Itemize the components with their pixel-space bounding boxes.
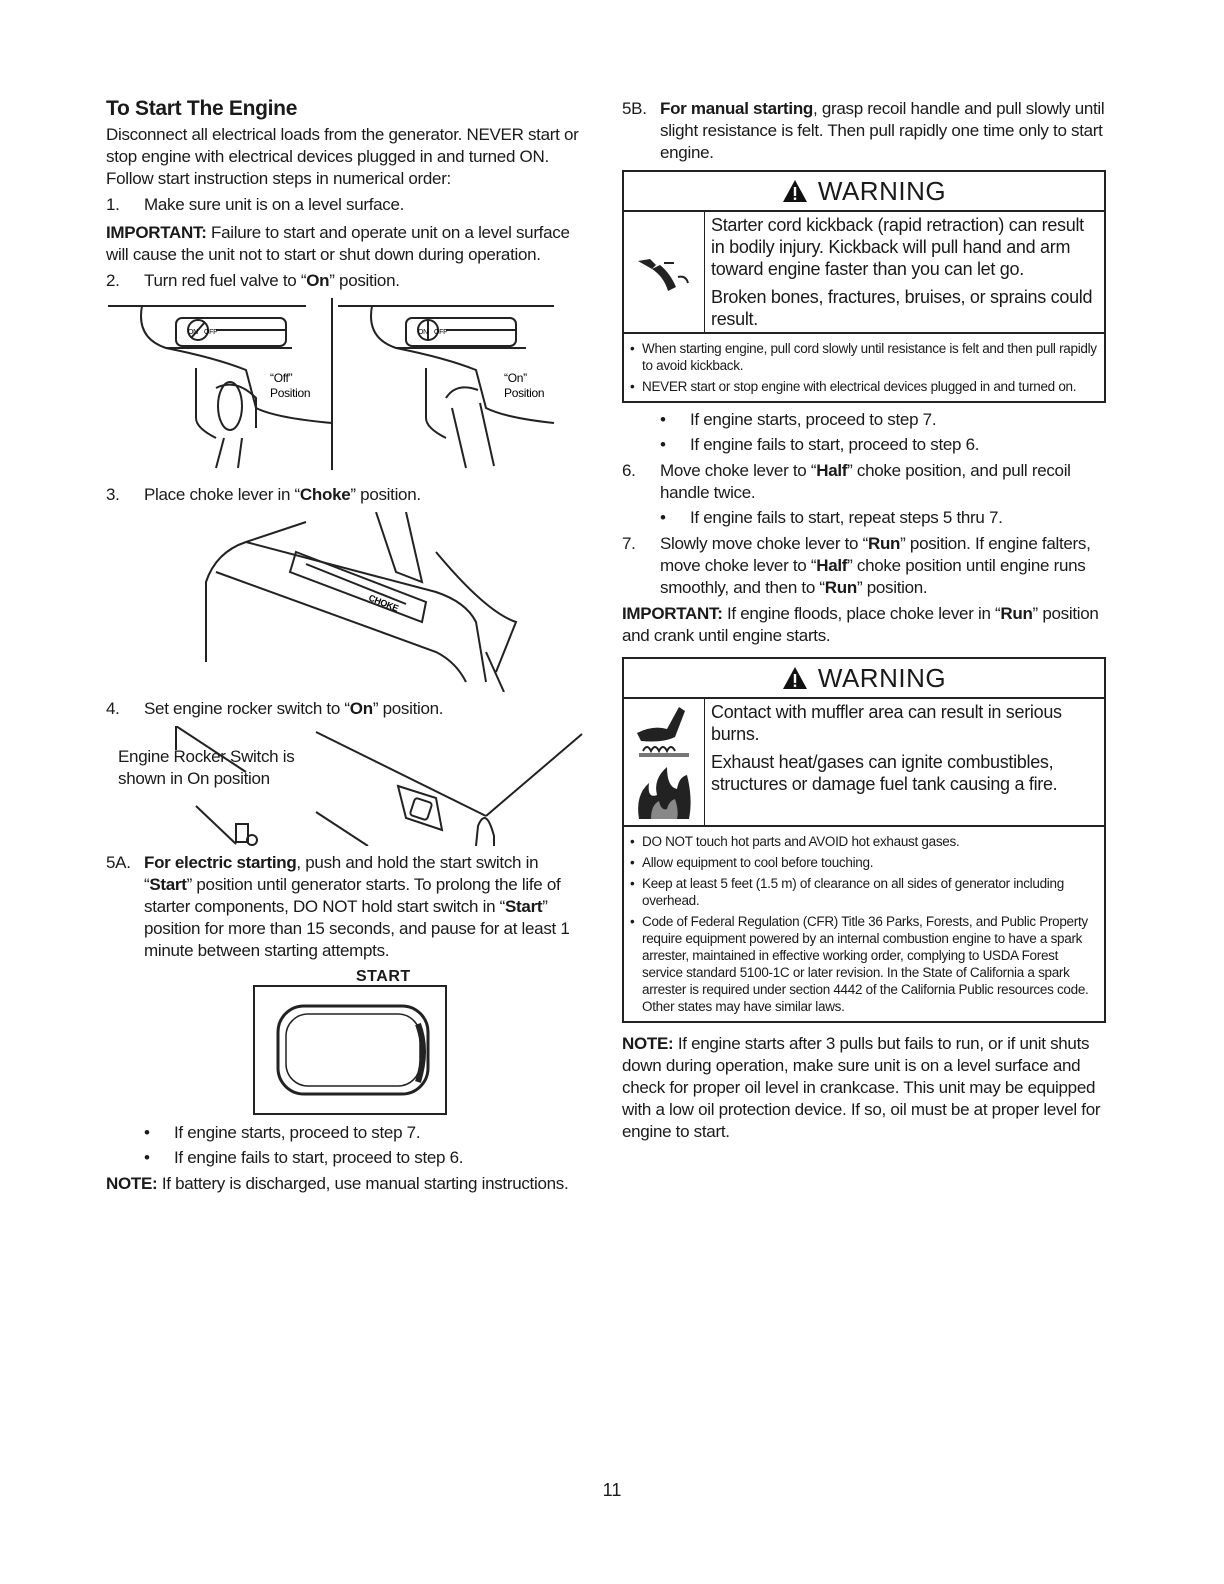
important-text: Failure to start and operate unit on a level surface will cause the unit not to start or shut down during operation. bbox=[106, 223, 570, 264]
warning-paragraph: Contact with muffler area can result in serious burns. bbox=[711, 702, 1062, 744]
step-5a bbox=[106, 852, 586, 962]
bullet-dot: • bbox=[660, 435, 666, 454]
step-3 bbox=[106, 484, 586, 506]
right-column bbox=[622, 98, 1106, 1143]
important-note-2 bbox=[622, 603, 1106, 647]
emphasis: On bbox=[306, 271, 330, 290]
warning-paragraph: Exhaust heat/gases can ignite combustibles, structures or damage fuel tank causing a fire. bbox=[711, 752, 1058, 794]
start-switch-illustration bbox=[106, 966, 586, 1116]
step-number: 4. bbox=[106, 699, 120, 718]
text: Slowly move choke lever to “ bbox=[660, 534, 868, 553]
warning-title: WARNING bbox=[817, 176, 947, 206]
emphasis: On bbox=[349, 699, 373, 718]
bullet-text: If engine starts, proceed to step 7. bbox=[690, 410, 937, 429]
step-number: 3. bbox=[106, 485, 120, 504]
important-label: IMPORTANT: bbox=[106, 223, 207, 242]
fuel-valve-illustration bbox=[106, 298, 586, 478]
warning-list-item bbox=[630, 378, 1098, 395]
off-position-label: Position bbox=[270, 386, 311, 400]
warning-list bbox=[624, 334, 1104, 401]
step-text bbox=[144, 852, 586, 962]
bullet-dot: • bbox=[630, 341, 635, 356]
on-label: “On” bbox=[504, 371, 527, 385]
page-number: 11 bbox=[602, 1480, 622, 1500]
note-paragraph bbox=[106, 1173, 586, 1195]
choke-figure bbox=[106, 512, 586, 692]
bullet-dot: • bbox=[630, 379, 635, 394]
bullet-dot: • bbox=[630, 834, 635, 849]
bullet-item bbox=[660, 507, 1106, 529]
emphasis: Start bbox=[149, 875, 187, 894]
warning-item-text: Keep at least 5 feet (1.5 m) of clearance on all sides of generator including overhead. bbox=[642, 876, 1064, 908]
text: ” choke position until engine runs smoothly, and then to “ bbox=[660, 556, 1086, 597]
emphasis: Half bbox=[816, 461, 848, 480]
bullet-text: If engine starts, proceed to step 7. bbox=[174, 1123, 421, 1142]
step-7 bbox=[622, 533, 1106, 599]
bullet-item bbox=[144, 1122, 586, 1144]
note-paragraph bbox=[622, 1033, 1106, 1143]
choke-illustration bbox=[106, 512, 586, 692]
fuel-valve-figure bbox=[106, 298, 586, 478]
bullet-dot: • bbox=[630, 914, 635, 929]
emphasis: For electric starting bbox=[144, 853, 297, 872]
step-number: 5B. bbox=[622, 99, 647, 118]
note-text: If battery is discharged, use manual starting instructions. bbox=[161, 1174, 569, 1193]
important-note-1 bbox=[106, 222, 586, 266]
note-label: NOTE: bbox=[106, 1174, 158, 1193]
bullet-item bbox=[660, 434, 1106, 456]
step-5b bbox=[622, 98, 1106, 164]
warning-title: WARNING bbox=[817, 663, 947, 693]
text: ” position. If engine falters, move choke lever to “ bbox=[660, 534, 1091, 575]
kickback-warning-box bbox=[622, 170, 1106, 403]
text: ” position for more than 15 seconds, and pause for at least 1 minute between starting attempts. bbox=[144, 897, 570, 960]
bullet-item bbox=[660, 409, 1106, 431]
bullet-text: If engine fails to start, repeat steps 5 thru 7. bbox=[690, 508, 1003, 527]
bullet-dot: • bbox=[630, 876, 635, 891]
text: ” position. bbox=[350, 485, 421, 504]
warning-list-item bbox=[630, 875, 1098, 909]
note-text: If engine starts after 3 pulls but fails to run, or if unit shuts down during operation, make sure unit is on a level surface and check for proper oil level in crankcase. This unit may be equipped with a low oil protection device. If so, oil must be at proper level for engine to start. bbox=[622, 1034, 1101, 1141]
step-2 bbox=[106, 270, 586, 292]
rocker-switch-illustration bbox=[106, 726, 586, 846]
warning-text bbox=[705, 212, 1104, 332]
off-label: “Off” bbox=[270, 371, 293, 385]
heat-fire-hazard-icons bbox=[624, 699, 705, 825]
warning-triangle-icon bbox=[782, 179, 808, 203]
emphasis: Run bbox=[867, 534, 901, 553]
bullet-dot: • bbox=[630, 855, 635, 870]
text: Move choke lever to “ bbox=[660, 461, 817, 480]
warning-list-item bbox=[630, 340, 1098, 374]
text: Turn red fuel valve to “ bbox=[144, 271, 307, 290]
text: ” position and crank until engine starts. bbox=[622, 604, 1099, 645]
step-4 bbox=[106, 698, 586, 720]
fire-icon bbox=[633, 765, 695, 821]
warning-paragraph: Broken bones, fractures, bruises, or sprains could result. bbox=[711, 287, 1093, 329]
emphasis: Run bbox=[1000, 604, 1033, 623]
dial-on-label: ON bbox=[188, 329, 198, 336]
warning-header bbox=[624, 172, 1104, 212]
step-text bbox=[144, 270, 586, 292]
step-number: 5A. bbox=[106, 853, 131, 872]
emphasis: Half bbox=[816, 556, 848, 575]
rocker-switch-figure bbox=[106, 726, 586, 846]
emphasis: Choke bbox=[299, 485, 351, 504]
choke-label: CHOKE bbox=[367, 592, 400, 614]
text: ” position. bbox=[372, 699, 444, 718]
warning-item-text: NEVER start or stop engine with electrical devices plugged in and turned on. bbox=[642, 379, 1077, 394]
text: Place choke lever in “ bbox=[144, 485, 300, 504]
step-1 bbox=[106, 194, 586, 216]
step-text bbox=[660, 460, 1106, 504]
important-label: IMPORTANT: bbox=[622, 604, 723, 623]
text: ” choke position, and pull recoil handle twice. bbox=[660, 461, 1071, 502]
caption-line: shown in On position bbox=[118, 769, 270, 788]
warning-list-item bbox=[630, 854, 1098, 871]
warning-list-item bbox=[630, 913, 1098, 1015]
hot-surface-icon bbox=[633, 703, 695, 759]
text: Set engine rocker switch to “ bbox=[144, 699, 350, 718]
bullet-text: If engine fails to start, proceed to step 6. bbox=[174, 1148, 464, 1167]
warning-item-text: Code of Federal Regulation (CFR) Title 36 Parks, Forests, and Public Property require equipment powered by an internal combustion engine to have a spark arrester, maintained in effective working order, complying to USDA Forest service standard 5100-1C or later revision. In the State of California a spark arrester is required under section 4442 of the California Public resources code. Other states may have similar laws. bbox=[642, 914, 1089, 1014]
bullet-text: If engine fails to start, proceed to step 6. bbox=[690, 435, 980, 454]
warning-triangle-icon bbox=[782, 666, 808, 690]
bullet-dot: • bbox=[144, 1123, 150, 1142]
bullet-dot: • bbox=[660, 410, 666, 429]
bullet-item bbox=[144, 1147, 586, 1169]
text: ” position. bbox=[329, 271, 400, 290]
emphasis: For manual starting bbox=[660, 99, 813, 118]
left-column bbox=[106, 98, 586, 1195]
warning-item-text: When starting engine, pull cord slowly until resistance is felt and then pull rapidly to avoid kickback. bbox=[642, 341, 1097, 373]
dial-on-label: ON bbox=[418, 329, 428, 336]
intro-paragraph: Disconnect all electrical loads from the generator. NEVER start or stop engine with electrical devices plugged in and turned ON. Follow start instruction steps in numerical order: bbox=[106, 125, 579, 188]
note-label: NOTE: bbox=[622, 1034, 674, 1053]
warning-list-item bbox=[630, 833, 1098, 850]
step-number: 6. bbox=[622, 461, 636, 480]
text: If engine floods, place choke lever in “ bbox=[727, 604, 1001, 623]
text: , push and hold the start switch in “ bbox=[144, 853, 539, 894]
bullet-dot: • bbox=[144, 1148, 150, 1167]
step-text bbox=[660, 533, 1106, 599]
on-position-label: Position bbox=[504, 386, 545, 400]
muffler-warning-box bbox=[622, 657, 1106, 1023]
warning-text bbox=[705, 699, 1104, 825]
section-heading: To Start The Engine bbox=[106, 97, 298, 120]
text: ” position until generator starts. To prolong the life of starter components, DO NOT hold start switch in “ bbox=[144, 875, 561, 916]
warning-header bbox=[624, 659, 1104, 699]
warning-paragraph: Starter cord kickback (rapid retraction) can result in bodily injury. Kickback will pull hand and arm toward engine faster than you can let go. bbox=[711, 215, 1084, 279]
warning-list bbox=[624, 827, 1104, 1021]
start-switch-figure bbox=[106, 966, 586, 1116]
step-text bbox=[660, 98, 1106, 164]
emphasis: Start bbox=[505, 897, 543, 916]
kickback-hand-icon bbox=[634, 247, 694, 297]
warning-body bbox=[624, 699, 1104, 827]
step-text: Make sure unit is on a level surface. bbox=[144, 195, 405, 214]
caption-line: Engine Rocker Switch is bbox=[118, 747, 295, 766]
step-number: 7. bbox=[622, 534, 636, 553]
bullet-dot: • bbox=[660, 508, 666, 527]
warning-item-text: DO NOT touch hot parts and AVOID hot exhaust gases. bbox=[642, 834, 960, 849]
dial-off-label: OFF bbox=[204, 329, 218, 336]
step-number: 1. bbox=[106, 195, 120, 214]
text: , grasp recoil handle and pull slowly until slight resistance is felt. Then pull rapidly one time only to start engine. bbox=[660, 99, 1105, 162]
start-label: START bbox=[356, 968, 411, 985]
kickback-hazard-icon bbox=[624, 212, 705, 332]
warning-item-text: Allow equipment to cool before touching. bbox=[642, 855, 874, 870]
step-text bbox=[144, 698, 586, 720]
dial-off-label: OFF bbox=[434, 329, 448, 336]
warning-body bbox=[624, 212, 1104, 334]
step-6 bbox=[622, 460, 1106, 504]
step-number: 2. bbox=[106, 271, 120, 290]
step-text bbox=[144, 484, 586, 506]
text: ” position. bbox=[856, 578, 928, 597]
emphasis: Run bbox=[824, 578, 857, 597]
